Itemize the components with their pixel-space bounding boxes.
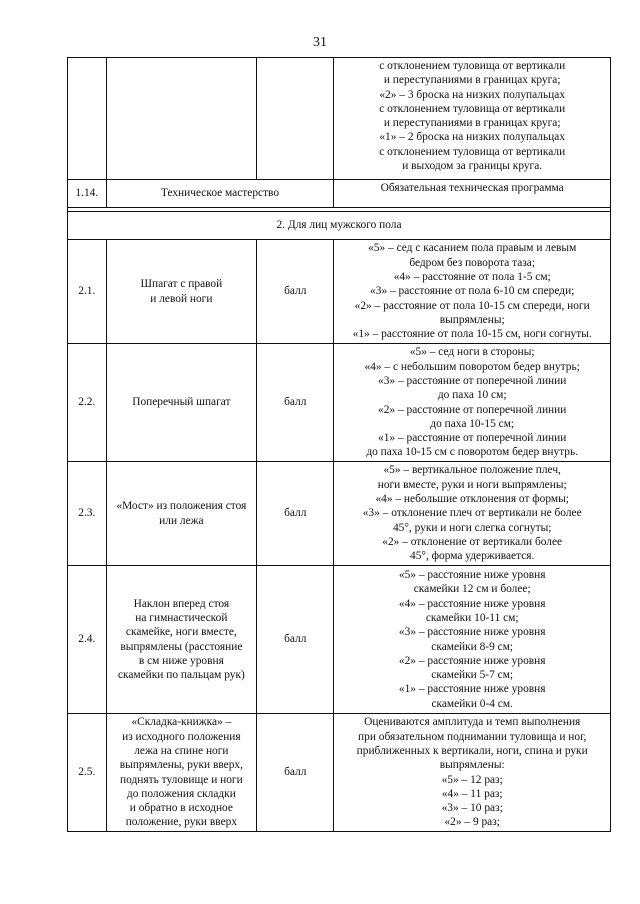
cell-name: «Мост» из положения стоя или лежа [106,462,256,566]
cell-unit: балл [257,344,334,462]
table-row-1-14 [68,180,611,208]
standards-table [67,57,611,832]
table-row-2-4 [68,566,611,714]
cell-name [106,58,256,180]
cell-name: Техническое мастерство [106,180,334,208]
cell-criteria: «5» – сед ноги в стороны; «4» – с небольшим поворотом бедер внутрь; «3» – расстояние от поперечной линии до паха 10 см; «2» – расстояние от поперечной линии до паха 10-15 см; «1» – расстояние от поперечной линии до паха 10-15 см с поворотом бедер внутрь. [334,344,611,462]
cell-criteria: «5» – сед с касанием пола правым и левым бедром без поворота таза; «4» – расстояние от пола 1-5 см; «3» – расстояние от пола 6-10 см спереди; «2» – расстояние от пола 10-15 см спереди, ноги выпрямлены; «1» – расстояние от пола 10-15 см, ноги согнуты. [334,240,611,344]
cell-unit: балл [257,240,334,344]
table-row-continuation [68,58,611,180]
cell-name: «Складка-книжка» – из исходного положения лежа на спине ноги выпрямлены, руки вверх, поднять туловище и ноги до положения складки и обратно в исходное положение, руки вверх [106,714,256,832]
table-row-2-1 [68,240,611,344]
cell-criteria: Обязательная техническая программа [334,180,611,208]
cell-num: 2.4. [68,566,107,714]
cell-num: 2.2. [68,344,107,462]
cell-num: 2.3. [68,462,107,566]
table-row-2-5 [68,714,611,832]
cell-num: 2.5. [68,714,107,832]
cell-unit [257,58,334,180]
cell-criteria: Оцениваются амплитуда и темп выполнения при обязательном поднимании туловища и ног, приближенных к вертикали, ноги, спина и руки выпрямлены: «5» – 12 раз; «4» – 11 раз; «3» – 10 раз; «2» – 9 раз; [334,714,611,832]
table-row-2-2 [68,344,611,462]
cell-name: Поперечный шпагат [106,344,256,462]
table-row-2-3 [68,462,611,566]
section-heading: 2. Для лиц мужского пола [68,212,611,240]
cell-unit: балл [257,462,334,566]
cell-unit: балл [257,566,334,714]
cell-num: 2.1. [68,240,107,344]
cell-name: Наклон вперед стоя на гимнастической скамейке, ноги вместе, выпрямлены (расстояние в см ниже уровня скамейки по пальцам рук) [106,566,256,714]
cell-num: 1.14. [68,180,107,208]
cell-criteria: с отклонением туловища от вертикали и переступаниями в границах круга; «2» – 3 броска на низких полупальцах с отклонением туловища от вертикали и переступаниями в границах круга; «1» – 2 броска на низких полупальцах с отклонением туловища от вертикали и выходом за границы круга. [334,58,611,180]
cell-name: Шпагат с правой и левой ноги [106,240,256,344]
cell-criteria: «5» – вертикальное положение плеч, ноги вместе, руки и ноги выпрямлены; «4» – небольшие отклонения от формы; «3» – отклонение плеч от вертикали не более 45°, руки и ноги слегка согнуты; «2» – отклонение от вертикали более 45°, форма удерживается. [334,462,611,566]
cell-criteria: «5» – расстояние ниже уровня скамейки 12 см и более; «4» – расстояние ниже уровня скамейки 10-11 см; «3» – расстояние ниже уровня скамейки 8-9 см; «2» – расстояние ниже уровня скамейки 5-7 см; «1» – расстояние ниже уровня скамейки 0-4 см. [334,566,611,714]
section-heading-row [68,212,611,240]
page-number: 31 [313,35,327,50]
cell-num [68,58,107,180]
cell-unit: балл [257,714,334,832]
